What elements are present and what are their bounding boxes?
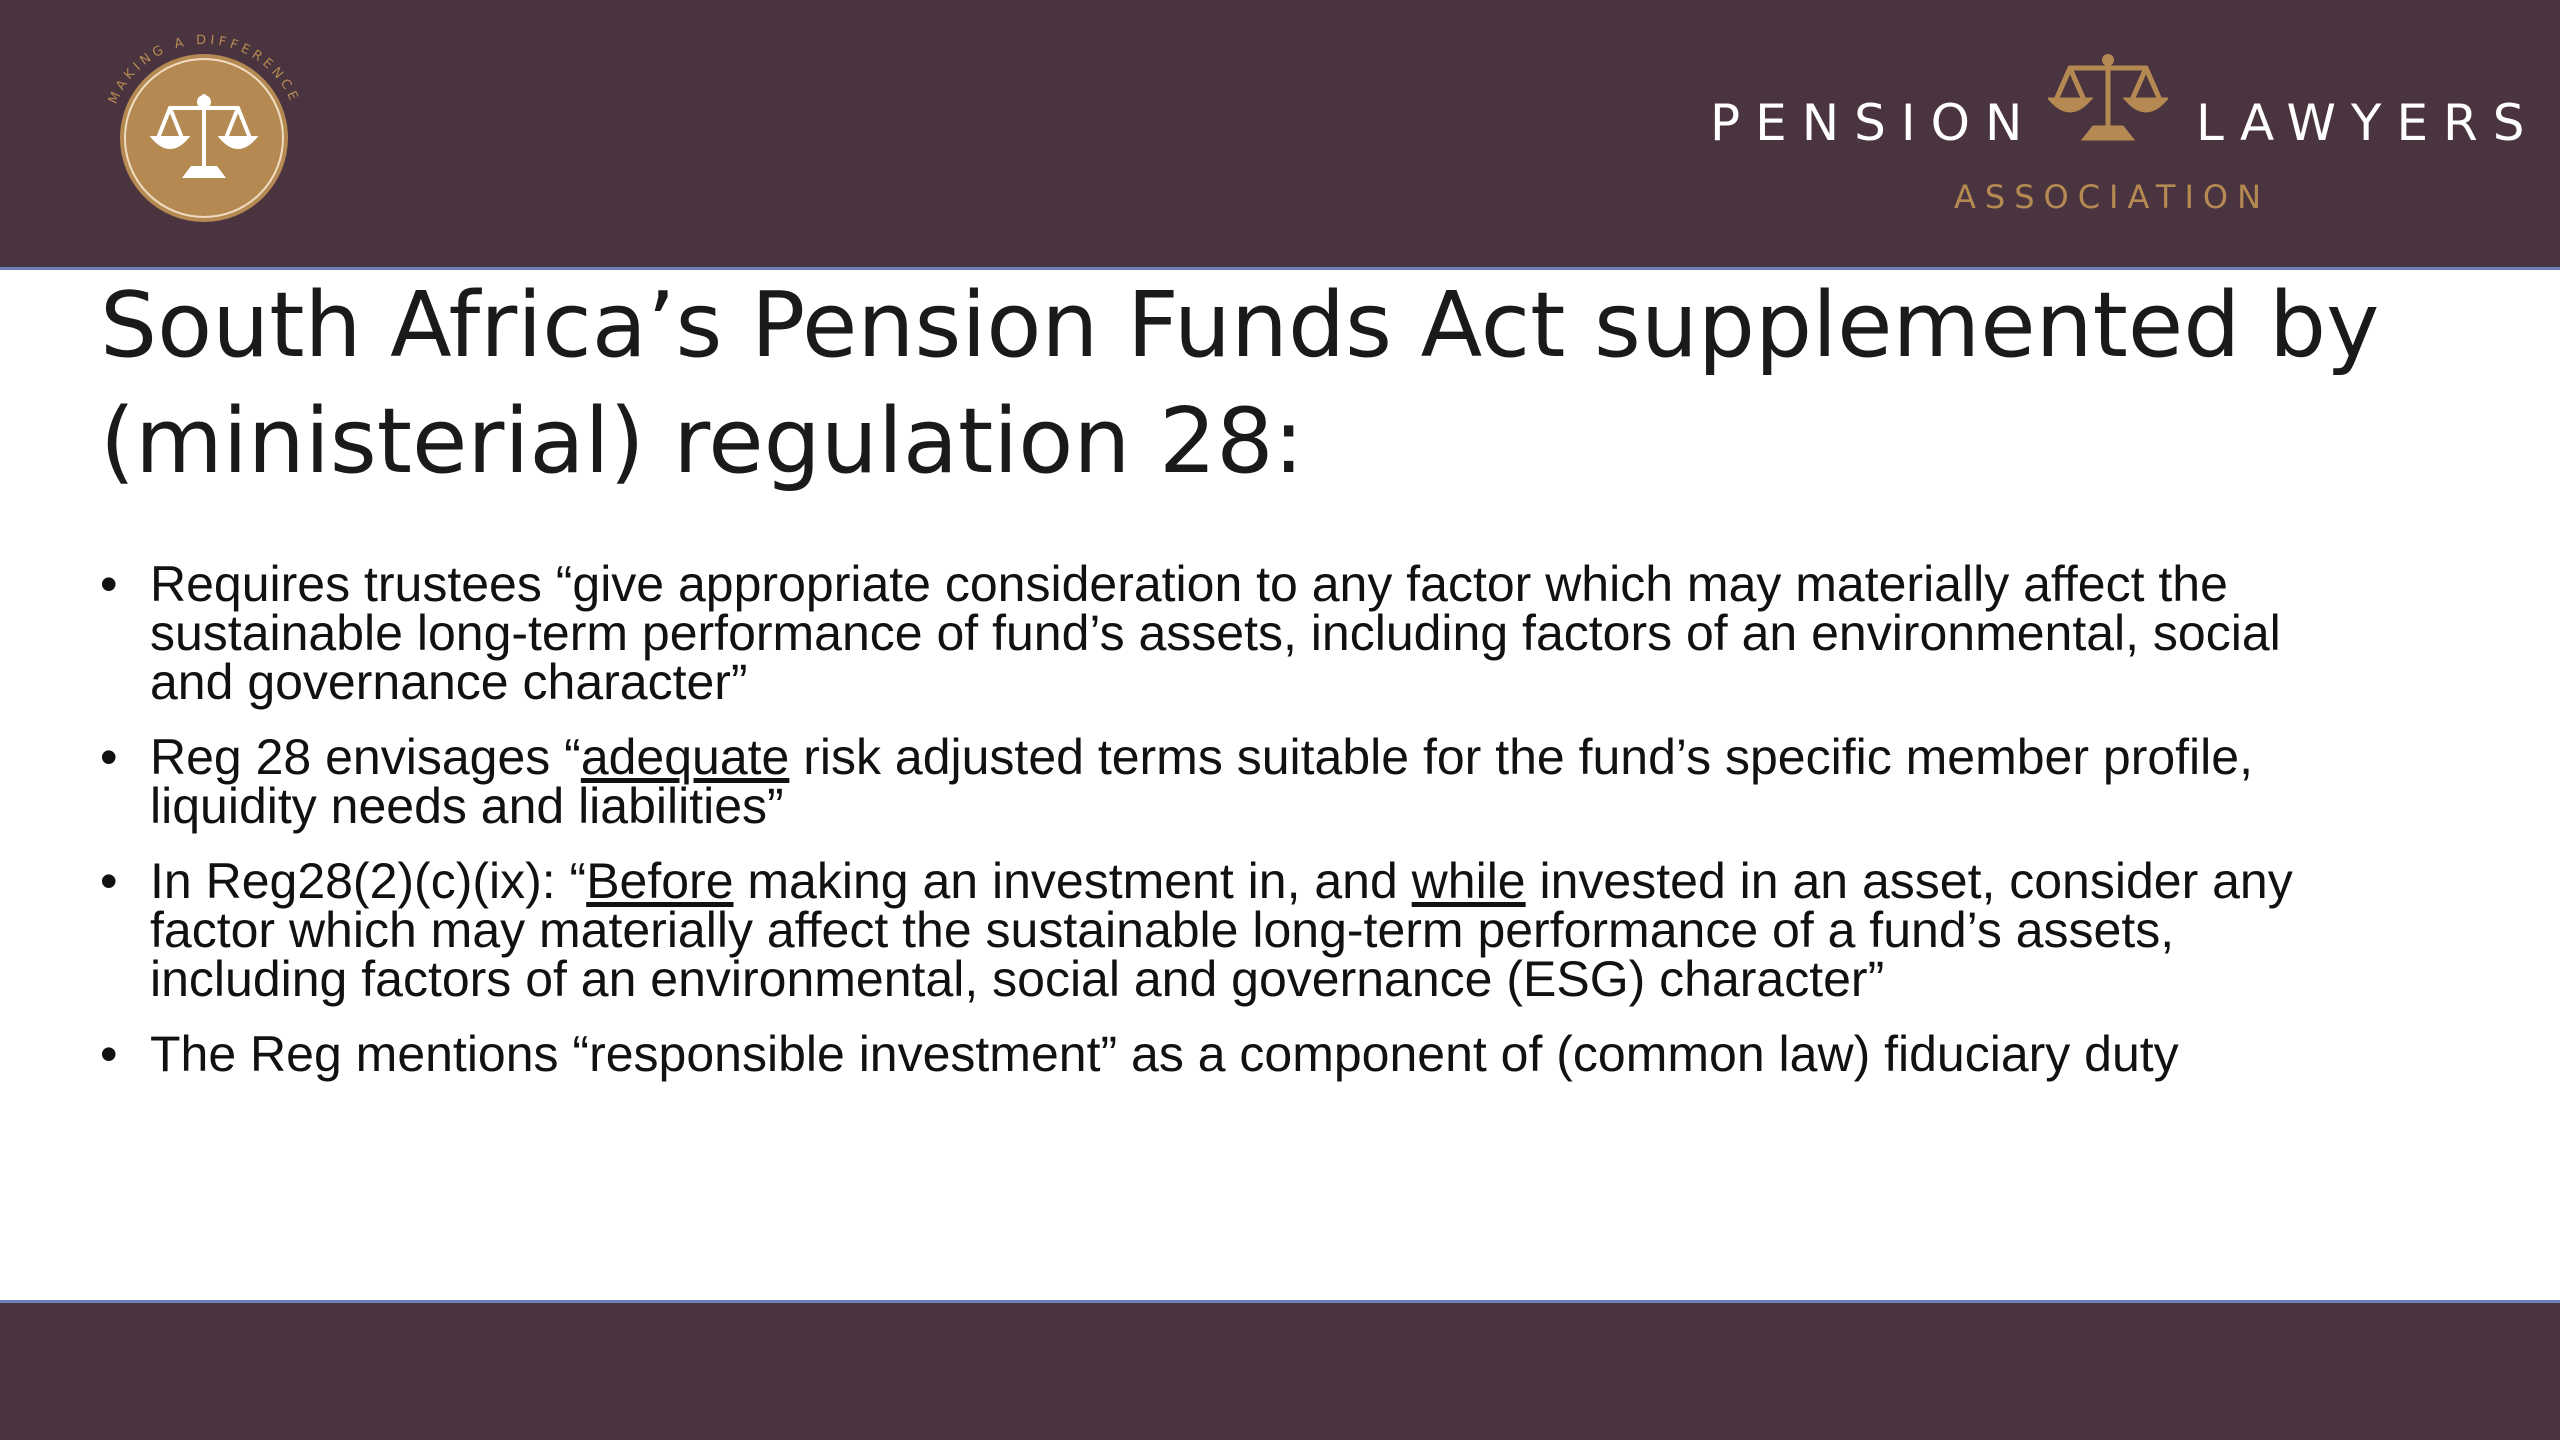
slide-title: South Africa’s Pension Funds Act supplemented by (ministerial) regulation 28: xyxy=(100,273,2380,494)
bullet-text: risk adjusted terms suitable for the fund’s specific member profile, liquidity needs and liabilities” xyxy=(150,729,2253,834)
brand-logo xyxy=(1700,40,2540,230)
footer-band xyxy=(0,1300,2560,1440)
scales-of-justice-icon xyxy=(2048,48,2168,148)
bullet-text: The Reg mentions “responsible investment” as a component of (common law) fiduciary duty xyxy=(150,1026,2179,1082)
bullet-item xyxy=(98,729,2338,834)
bullet-marker: • xyxy=(100,556,118,612)
brand-word-lawyers: LAWYERS xyxy=(2196,94,2540,152)
bullet-item xyxy=(98,556,2338,710)
header-band xyxy=(0,0,2560,270)
brand-subtitle: ASSOCIATION xyxy=(1954,178,2270,216)
underlined-term: Before xyxy=(586,853,734,909)
underlined-term: while xyxy=(1411,853,1526,909)
bullet-item xyxy=(98,1026,2338,1082)
bullet-marker: • xyxy=(100,853,118,909)
bullet-list xyxy=(98,556,2338,1105)
bullet-marker: • xyxy=(100,1026,118,1082)
bullet-text: invested in an asset, consider any factor which may materially affect the sustainable long-term performance of a fund’s assets, including factors of an environmental, social and governance (ESG) character” xyxy=(150,853,2293,1007)
seal-arc-top-text: MAKING A DIFFERENCE xyxy=(105,32,303,107)
bullet-item xyxy=(98,853,2338,1007)
bullet-text: Requires trustees “give appropriate consideration to any factor which may materially affect the sustainable long-term performance of fund’s assets, including factors of an environmental, social and governance character” xyxy=(150,556,2281,710)
underlined-term: adequate xyxy=(580,729,790,785)
seal-logo xyxy=(88,22,320,254)
bullet-text: In Reg28(2)(c)(ix): “ xyxy=(150,853,587,909)
bullet-text: making an investment in, and xyxy=(733,853,1412,909)
brand-word-pension: PENSION xyxy=(1710,94,2038,152)
bullet-marker: • xyxy=(100,729,118,785)
bullet-text: Reg 28 envisages “ xyxy=(150,729,581,785)
